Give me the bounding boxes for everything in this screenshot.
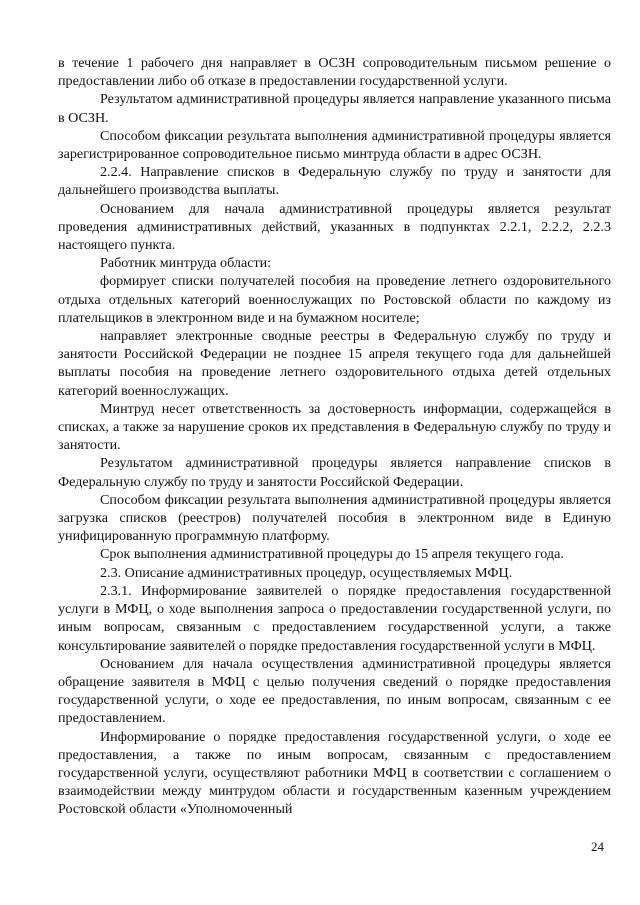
paragraph: Результатом административной процедуры является направление указанного письма в ОСЗН. [58, 91, 611, 126]
paragraph: Способом фиксации результата выполнения административной процедуры является загрузка списков (реестров) получателей пособия в электронном виде в Единую унифицированную программную платформу. [58, 491, 611, 545]
list-item: формирует списки получателей пособия на проведение летнего оздоровительного отдыха отдельных категорий военнослужащих по Ростовской области по каждому из плательщиков в электронном виде и на бумажном носителе; [58, 273, 611, 326]
paragraph: Результатом административной процедуры является направление списков в Федеральную службу по труду и занятости Российской Федерации. [58, 455, 611, 490]
paragraph: Срок выполнения административной процедуры до 15 апреля текущего года. [100, 546, 564, 563]
page-number: 24 [591, 839, 604, 854]
paragraph: Основанием для начала осуществления административной процедуры является обращение заявителя в МФЦ с целью получения сведений о порядке предоставления государственной услуги, о ходе ее предоставления, по иным вопросам, связанным с ее предоставлением. [58, 655, 611, 727]
document-body [58, 54, 611, 819]
paragraph: Минтруд несет ответственность за достоверность информации, содержащейся в списках, а также за нарушение сроков их представления в Федеральную службу по труду и занятости. [58, 400, 611, 454]
paragraph: Способом фиксации результата выполнения административной процедуры является зарегистрированное сопроводительное письмо минтруда области в адрес ОСЗН. [58, 127, 611, 163]
section-heading-2-3-1: 2.3.1. Информирование заявителей о порядке предоставления государственной услуги в МФЦ, о ходе выполнения запроса о предоставлении государственной услуги, по иным вопросам, связанным с предоставлением государственной услуги, а также консультирование заявителей о порядке предоставления государственной услуги в МФЦ. [58, 582, 611, 654]
list-item: направляет электронные сводные реестры в Федеральную службу по труду и занятости Российской Федерации не позднее 15 апреля текущего года для дальнейшей выплаты пособия на проведение летнего оздоровительного отдыха детей отдельных категорий военнослужащих. [58, 328, 611, 399]
section-heading-2-2-4: 2.2.4. Направление списков в Федеральную службу по труду и занятости для дальнейшего производства выплаты. [58, 164, 611, 199]
paragraph: Основанием для начала административной процедуры является результат проведения административных действий, указанных в подпунктах 2.2.1, 2.2.2, 2.2.3 настоящего пункта. [58, 200, 611, 254]
paragraph: Информирование о порядке предоставления государственной услуги, о ходе ее предоставления, а также по иным вопросам, связанным с предоставлением государственной услуги, осуществляют работники МФЦ в соответствии с соглашением о взаимодействии между минтрудом области и государственным казенным учреждением Ростовской области «Уполномоченный [58, 728, 611, 818]
paragraph: Работник минтруда области: [100, 255, 272, 272]
section-heading-2-3: 2.3. Описание административных процедур, осуществляемых МФЦ. [100, 564, 513, 581]
paragraph: в течение 1 рабочего дня направляет в ОСЗН сопроводительным письмом решение о предоставлении либо об отказе в предоставлении государственной услуги. [58, 55, 611, 90]
